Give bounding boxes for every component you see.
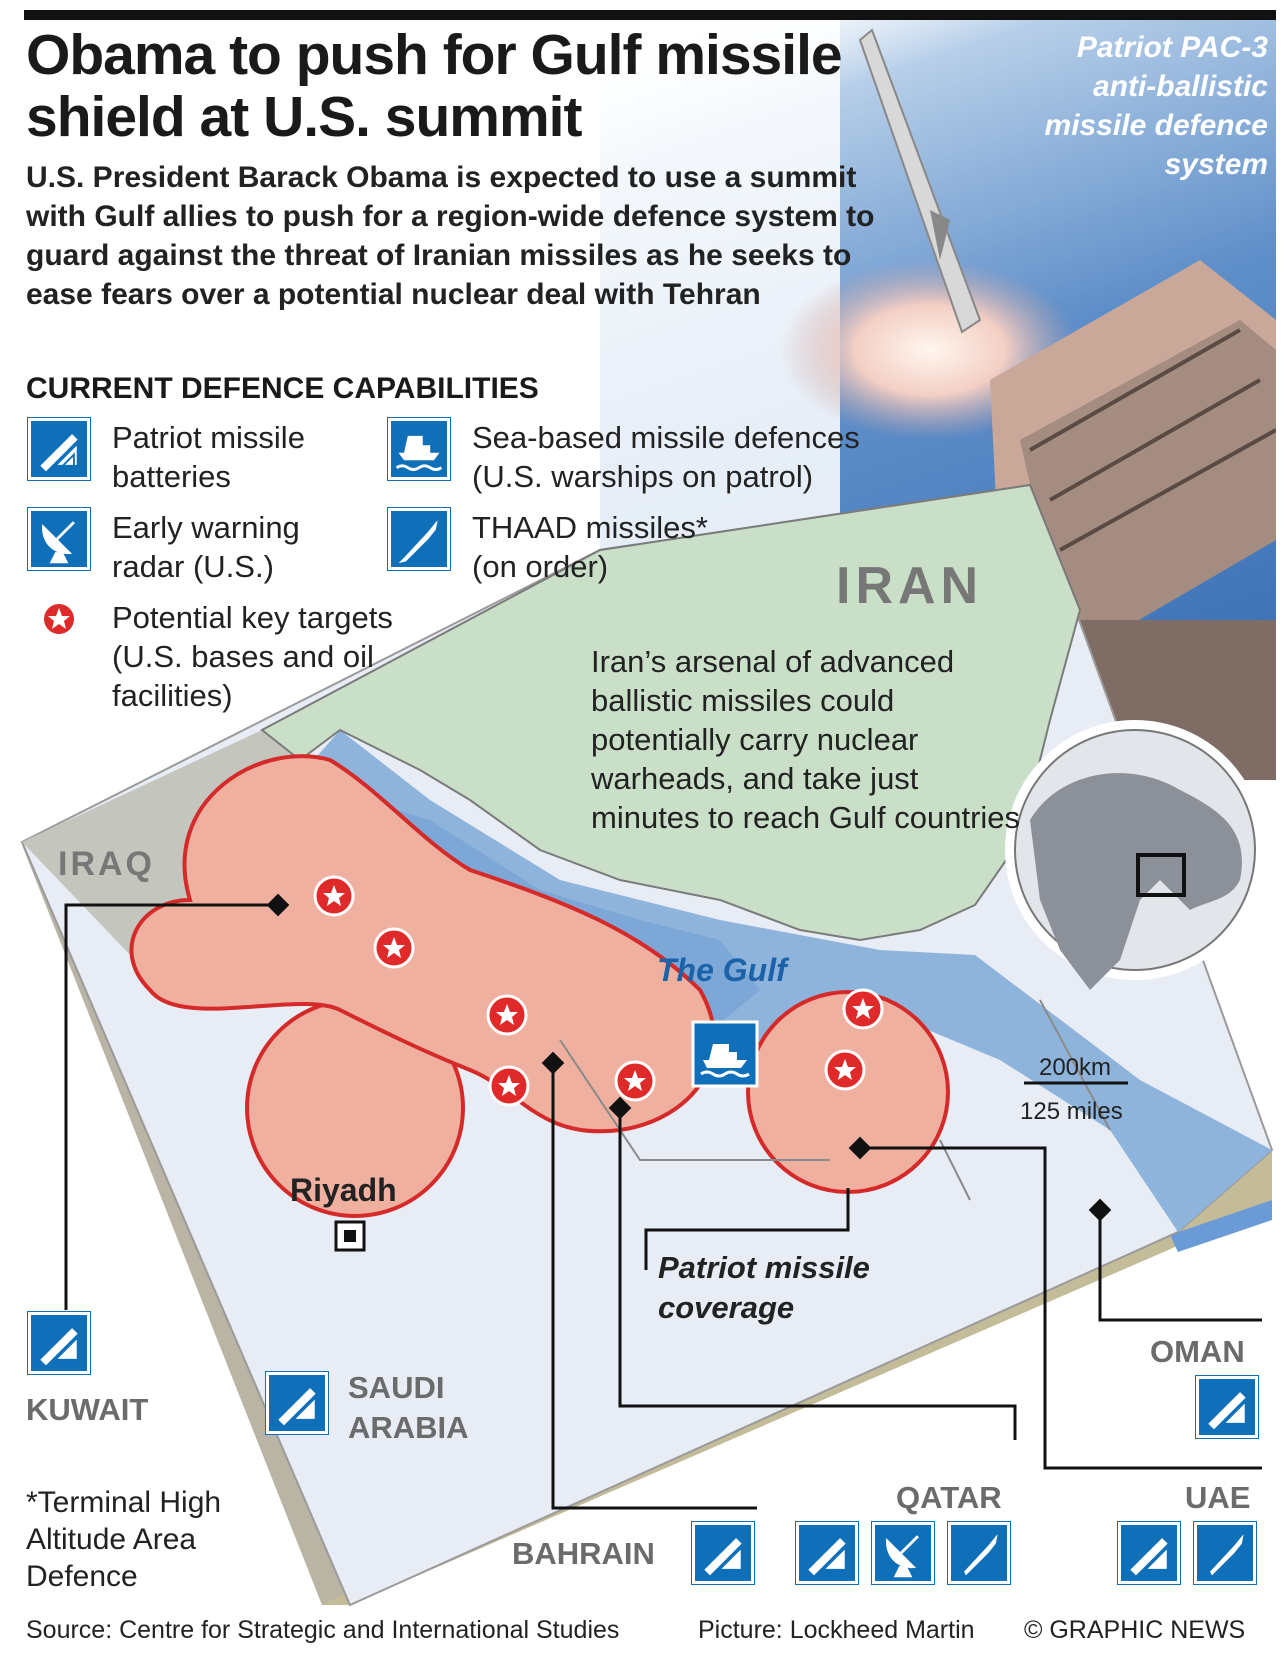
qatar-icons bbox=[796, 1522, 1010, 1584]
kuwait-icons bbox=[28, 1312, 90, 1374]
kuwait-label: KUWAIT bbox=[26, 1392, 149, 1427]
legend-label: Sea-based missile defences (U.S. warships on patrol) bbox=[472, 420, 860, 494]
patriot-missile-icon bbox=[1196, 1376, 1258, 1438]
patriot-missile-icon bbox=[266, 1372, 328, 1434]
scale-miles: 125 miles bbox=[1020, 1098, 1123, 1125]
source-credit: Source: Centre for Strategic and International Studies bbox=[26, 1616, 620, 1644]
picture-credit: Picture: Lockheed Martin bbox=[698, 1616, 975, 1644]
patriot-missile-icon bbox=[692, 1522, 754, 1584]
legend-item-patriot bbox=[28, 418, 352, 496]
legend-title: CURRENT DEFENCE CAPABILITIES bbox=[26, 372, 539, 405]
qatar-label: QATAR bbox=[896, 1480, 1002, 1515]
legend-label: Early warning radar (U.S.) bbox=[112, 510, 300, 584]
headline: Obama to push for Gulf missile shield at U.S. summit bbox=[26, 23, 842, 149]
legend-item-warship bbox=[388, 418, 932, 496]
thaad-missile-icon bbox=[388, 508, 450, 570]
gulf-label: The Gulf bbox=[657, 952, 787, 988]
warship-icon bbox=[388, 418, 450, 480]
uae-label: UAE bbox=[1185, 1480, 1251, 1515]
iran-arsenal-note: Iran’s arsenal of advanced ballistic missiles could potentially carry nuclear warheads, and take just minutes to reach Gulf countries bbox=[591, 644, 1021, 835]
patriot-missile-icon bbox=[796, 1522, 858, 1584]
legend-item-thaad bbox=[388, 508, 752, 586]
patriot-coverage-label: Patriot missile coverage bbox=[658, 1250, 870, 1325]
saudi-arabia-label: SAUDI ARABIA bbox=[348, 1370, 469, 1445]
patriot-missile-icon bbox=[1118, 1522, 1180, 1584]
legend-label: Potential key targets (U.S. bases and oil facilities) bbox=[112, 600, 393, 713]
riyadh-label: Riyadh bbox=[290, 1172, 397, 1208]
bahrain-label: BAHRAIN bbox=[512, 1536, 655, 1571]
warship-map-icon bbox=[693, 1022, 757, 1086]
radar-dish-icon bbox=[28, 508, 90, 570]
oman-icons bbox=[1196, 1376, 1258, 1438]
legend-label: Patriot missile batteries bbox=[112, 420, 305, 494]
legend-item-target bbox=[42, 598, 442, 715]
uae-icons bbox=[1118, 1522, 1256, 1584]
patriot-missile-icon bbox=[28, 1312, 90, 1374]
riyadh-marker bbox=[336, 1222, 364, 1250]
photo-caption: Patriot PAC-3 anti-ballistic missile defence system bbox=[1044, 31, 1268, 181]
legend-item-radar bbox=[28, 508, 352, 586]
oman-label: OMAN bbox=[1150, 1334, 1245, 1369]
thaad-missile-icon bbox=[1194, 1522, 1256, 1584]
thaad-missile-icon bbox=[948, 1522, 1010, 1584]
intro-text: U.S. President Barack Obama is expected to use a summit with Gulf allies to push for a region-wide defence system to guard against the threat of Iranian missiles as he seeks to ease fears over a potential nuclear deal with Tehran bbox=[26, 161, 875, 311]
iraq-label: IRAQ bbox=[58, 845, 155, 883]
legend-label: THAAD missiles* (on order) bbox=[472, 510, 708, 584]
saudi-arabia-icons bbox=[266, 1372, 328, 1434]
iran-label: IRAN bbox=[836, 557, 984, 615]
radar-dish-icon bbox=[872, 1522, 934, 1584]
graphic-news-credit: © GRAPHIC NEWS bbox=[1024, 1616, 1246, 1644]
target-star-icon bbox=[42, 602, 76, 636]
thaad-footnote: *Terminal High Altitude Area Defence bbox=[26, 1486, 222, 1593]
patriot-missile-icon bbox=[28, 418, 90, 480]
bahrain-icons bbox=[692, 1522, 754, 1584]
scale-km: 200km bbox=[1038, 1054, 1112, 1081]
